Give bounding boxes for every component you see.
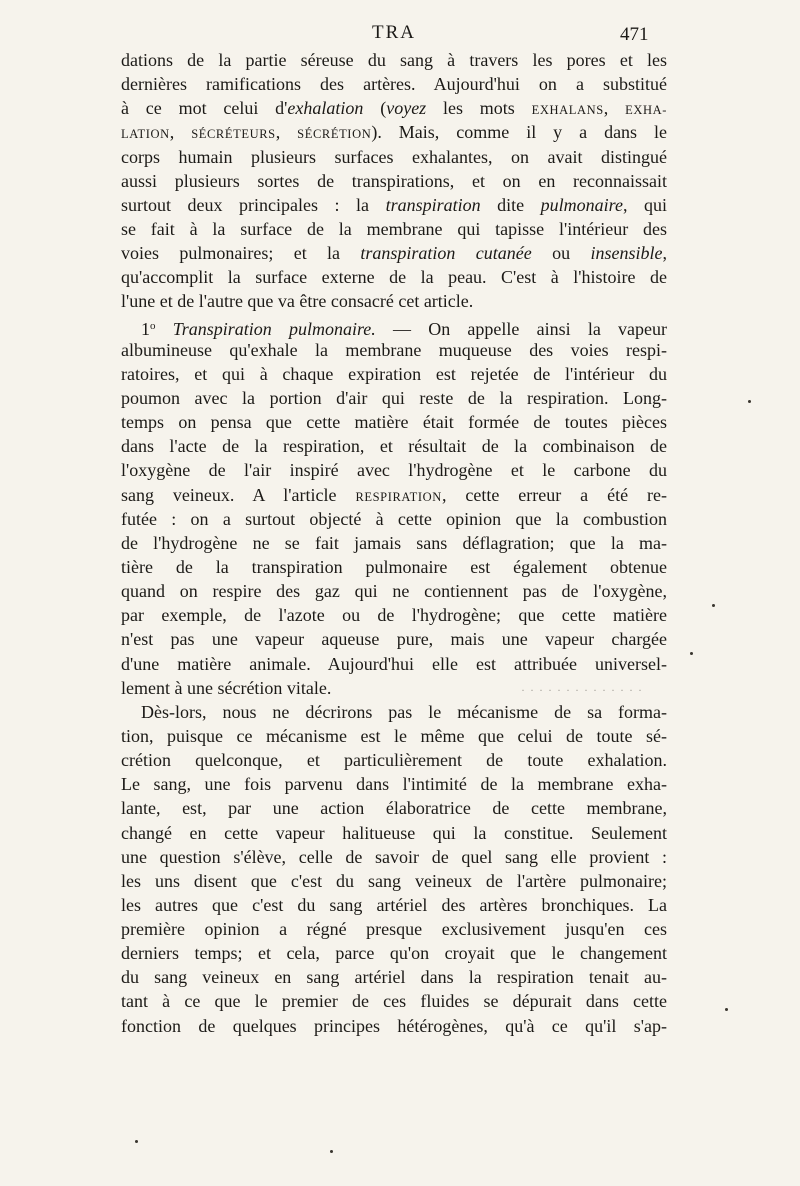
text-segment: du sang veineux en sang artériel dans la respiration tenait au- — [121, 967, 667, 988]
text-segment: tant à ce que le premier de ces fluides se dépurait dans cette — [121, 991, 667, 1012]
text-segment: SÉCRÉTION — [297, 127, 372, 142]
text-segment: les autres que c'est du sang artériel des artères bronchiques. La — [121, 894, 667, 915]
text-line — [121, 265, 667, 289]
text-segment: voies pulmonaires; et la — [121, 243, 361, 264]
text-segment: albumineuse qu'exhale la membrane muqueuse des voies respi- — [121, 339, 667, 360]
text-segment: se fait à la surface de la membrane qui tapisse l'intérieur des — [121, 218, 667, 239]
body-text — [121, 48, 667, 1038]
text-line — [121, 410, 667, 434]
text-segment: temps on pensa que cette matière était formée de toutes pièces — [121, 412, 667, 433]
text-line — [121, 869, 667, 893]
text-line — [121, 965, 667, 989]
text-segment: , — [169, 122, 192, 143]
text-segment: dernières ramifications des artères. Aujourd'hui on a substitué — [121, 74, 667, 95]
text-segment: ). Mais, comme il y a dans le — [371, 122, 668, 143]
text-line — [121, 845, 667, 869]
ink-speck — [725, 1008, 728, 1011]
text-segment: n'est pas une vapeur aqueuse pure, mais une vapeur chargée — [121, 629, 667, 650]
text-line — [121, 434, 667, 458]
text-line — [121, 362, 667, 386]
text-segment: lement à une sécrétion vitale. — [121, 677, 332, 698]
text-line — [121, 96, 667, 120]
text-segment: dans l'acte de la respiration, et résultait de la combinaison de — [121, 436, 667, 457]
text-segment: changé en cette vapeur halitueuse qui la constitue. Seulement — [121, 822, 667, 843]
text-segment: à ce mot celui d' — [121, 98, 288, 119]
text-line — [121, 652, 667, 676]
text-line — [121, 700, 667, 724]
text-line — [121, 1014, 667, 1038]
text-segment: derniers temps; et cela, parce qu'on croyait que le changement — [121, 943, 667, 964]
text-segment: première opinion a régné presque exclusivement jusqu'en ces — [121, 919, 667, 940]
text-segment: Transpiration pulmonaire. — [172, 318, 376, 339]
text-segment: o — [150, 319, 156, 332]
text-segment: ( — [363, 98, 387, 119]
ink-speck — [690, 652, 693, 655]
text-segment: EXHALANS — [531, 103, 604, 118]
text-line — [121, 241, 667, 265]
text-segment: une question s'élève, celle de savoir de quel sang elle provient : — [121, 846, 667, 867]
text-line — [121, 120, 667, 144]
text-segment: , — [275, 122, 298, 143]
text-line — [121, 289, 667, 313]
text-line — [121, 796, 667, 820]
show-through-text: · · · · · · · · · · · · · · — [520, 683, 642, 697]
text-line — [121, 483, 667, 507]
text-line — [121, 193, 667, 217]
ink-speck — [135, 1140, 138, 1143]
text-segment: tion, puisque ce mécanisme est le même que celui de toute sé- — [121, 725, 667, 746]
text-line — [121, 893, 667, 917]
text-segment: corps humain plusieurs surfaces exhalantes, on avait distingué — [121, 146, 667, 167]
text-segment: ratoires, et qui à chaque expiration est rejetée de l'intérieur du — [121, 363, 667, 384]
text-line — [121, 531, 667, 555]
text-line — [121, 507, 667, 531]
text-line — [121, 314, 667, 338]
text-segment: surtout deux principales : la — [121, 194, 386, 215]
running-head: TRA — [372, 22, 416, 43]
text-line — [121, 724, 667, 748]
text-segment: SÉCRÉTEURS — [191, 127, 276, 142]
text-segment: quand on respire des gaz qui ne contiennent pas de l'oxygène, — [121, 581, 667, 602]
text-line — [121, 145, 667, 169]
text-segment: transpiration — [385, 194, 481, 215]
text-line — [121, 603, 667, 627]
text-line — [121, 627, 667, 651]
text-segment: 1 — [141, 318, 150, 339]
text-segment: ou — [531, 243, 591, 264]
text-line — [121, 989, 667, 1013]
text-segment: les mots — [426, 98, 532, 119]
text-line — [121, 772, 667, 796]
text-segment: RESPIRATION — [355, 489, 442, 504]
text-segment: LATION — [121, 127, 170, 142]
text-segment: , — [603, 98, 626, 119]
text-line — [121, 458, 667, 482]
text-segment: transpiration cutanée — [360, 243, 532, 264]
text-segment: pulmonaire — [540, 194, 623, 215]
text-segment: voyez — [386, 98, 427, 119]
text-line — [121, 941, 667, 965]
text-segment: fonction de quelques principes hétérogènes, qu'à ce qu'il s'ap- — [121, 1015, 667, 1036]
text-line — [121, 217, 667, 241]
text-segment: aussi plusieurs sortes de transpirations, et on en reconnaissait — [121, 170, 667, 191]
text-segment: insensible — [590, 243, 663, 264]
text-line — [121, 386, 667, 410]
text-segment: , — [662, 243, 667, 264]
ink-speck — [748, 400, 751, 403]
text-line — [121, 555, 667, 579]
text-segment: EXHA- — [625, 103, 667, 118]
text-segment: de l'hydrogène ne se fait jamais sans déflagration; que la ma- — [121, 532, 667, 553]
text-line — [121, 579, 667, 603]
text-line — [121, 821, 667, 845]
text-line — [121, 72, 667, 96]
text-segment: lante, est, par une action élaboratrice de cette membrane, — [121, 798, 667, 819]
text-segment: , cette erreur a été re- — [441, 484, 667, 505]
text-segment: par exemple, de l'azote ou de l'hydrogène; que cette matière — [121, 605, 667, 626]
text-line — [121, 169, 667, 193]
text-line — [121, 338, 667, 362]
text-segment: les uns disent que c'est du sang veineux de l'artère pulmonaire; — [121, 870, 667, 891]
text-segment: l'une et de l'autre que va être consacré cet article. — [121, 291, 474, 312]
page-number: 471 — [620, 24, 649, 45]
text-segment: qu'accomplit la surface externe de la peau. C'est à l'histoire de — [121, 267, 667, 288]
text-segment: exhalation — [287, 98, 364, 119]
text-segment: dite — [480, 194, 541, 215]
text-segment: crétion quelconque, et particulièrement de toute exhalation. — [121, 750, 667, 771]
text-segment: Dès-lors, nous ne décrirons pas le mécanisme de sa forma- — [141, 701, 667, 722]
text-segment: Le sang, une fois parvenu dans l'intimité de la membrane exha- — [121, 774, 667, 795]
text-segment: sang veineux. A l'article — [121, 484, 356, 505]
text-line — [121, 748, 667, 772]
page-header — [0, 22, 800, 48]
text-segment — [156, 319, 173, 339]
text-segment: l'oxygène de l'air inspiré avec l'hydrogène et le carbone du — [121, 460, 667, 481]
text-segment: tière de la transpiration pulmonaire est également obtenue — [121, 556, 667, 577]
text-segment: poumon avec la portion d'air qui reste de la respiration. Long- — [121, 387, 667, 408]
text-line — [121, 917, 667, 941]
text-segment: futée : on a surtout objecté à cette opinion que la combustion — [121, 508, 667, 529]
ink-speck — [330, 1150, 333, 1153]
text-segment: d'une matière animale. Aujourd'hui elle est attribuée universel- — [121, 653, 667, 674]
text-segment: dations de la partie séreuse du sang à travers les pores et les — [121, 50, 667, 70]
text-segment: , qui — [622, 194, 667, 215]
ink-speck — [712, 604, 715, 607]
text-segment: — On appelle ainsi la vapeur — [375, 318, 667, 339]
text-line — [121, 48, 667, 72]
